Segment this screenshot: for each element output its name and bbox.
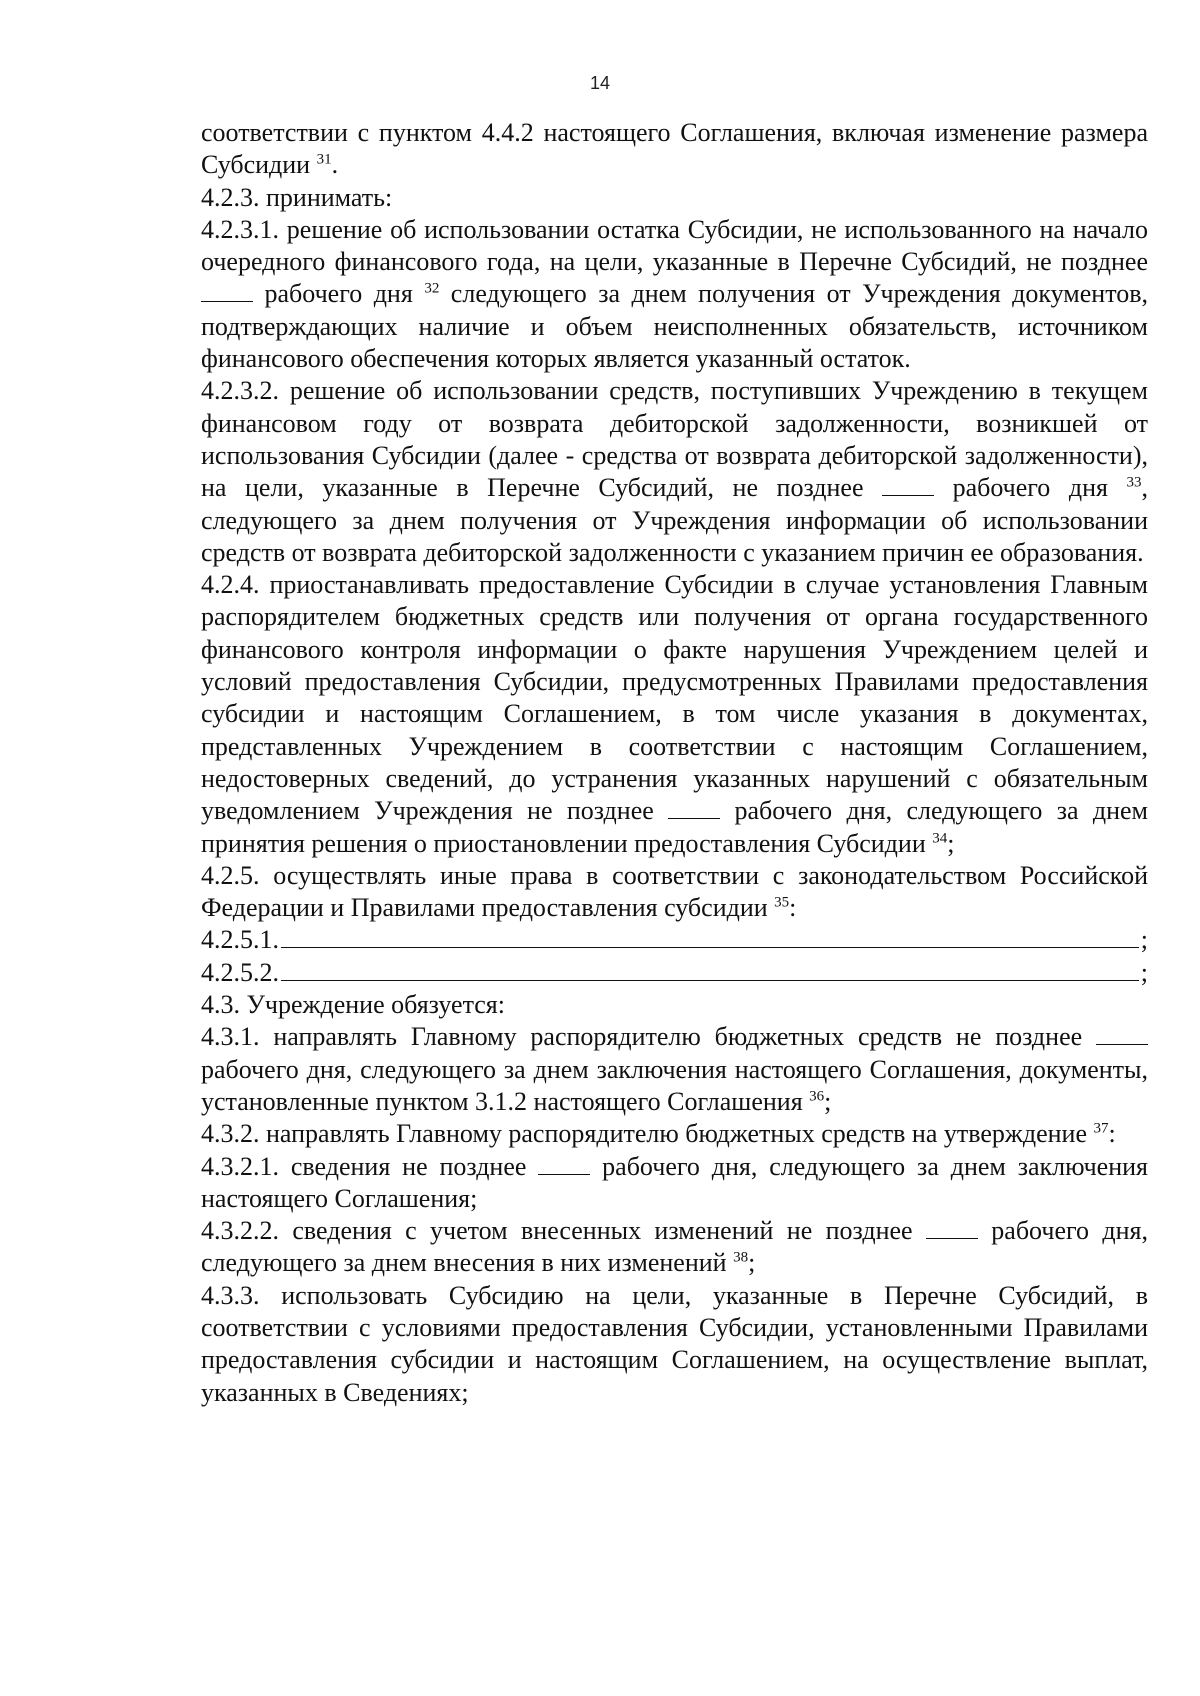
paragraph [201, 569, 1148, 860]
paragraph [201, 989, 1148, 1021]
footnote-ref: 37 [1093, 1120, 1109, 1137]
paragraph [201, 117, 1148, 182]
fill-in-line [201, 957, 1148, 989]
footnote-ref: 35 [774, 894, 790, 911]
line-end-punctuation: ; [1140, 957, 1148, 987]
paragraph [201, 375, 1148, 569]
blank-field [882, 473, 934, 496]
document-body [201, 117, 1148, 1409]
blank-field [1096, 1022, 1148, 1045]
footnote-ref: 38 [733, 1249, 749, 1266]
text-run: ; [748, 1248, 756, 1278]
footnote-ref: 36 [809, 1088, 825, 1105]
blank-field [201, 279, 253, 302]
blank-field [926, 1216, 978, 1239]
text-run: ; [824, 1086, 832, 1116]
paragraph [201, 1151, 1148, 1216]
text-run: рабочего дня, следующего за днем принятия решения о приостановлении предоставления Субсидии [201, 796, 1149, 858]
text-run: 4.2.4. приостанавливать предоставление Субсидии в случае установления Главным распорядителем бюджетных средств или получения от органа государственного финансового контроля информации о факте нарушения Учреждением целей и условий предоставления Субсидии, предусмотренных Правилами предоставления субсидии и настоящим Соглашением, в том числе указания в документах, представленных Учреждением в соответствии с настоящим Соглашением, недостоверных сведений, до устранения указанных нарушений с обязательным уведомлением Учреждения не позднее [201, 570, 1148, 826]
text-run: рабочего дня, следующего за днем внесения в них изменений [201, 1216, 1148, 1278]
text-run: рабочего дня, следующего за днем заключения настоящего Соглашения; [201, 1151, 1148, 1213]
text-run: 4.2.3. принимать: [201, 182, 393, 212]
paragraph [201, 214, 1148, 375]
text-run: рабочего дня, следующего за днем заключения настоящего Соглашения, документы, установленные пунктом 3.1.2 настоящего Соглашения [201, 1054, 1148, 1116]
item-number: 4.2.5.1. [201, 925, 279, 955]
footnote-ref: 33 [1126, 474, 1142, 491]
paragraph [201, 1280, 1148, 1409]
text-run: 4.3.2. направлять Главному распорядителю бюджетных средств на утверждение [201, 1119, 1094, 1149]
text-run: 4.2.5. осуществлять иные права в соответствии с законодательством Российской Федерации и Правилами предоставления субсидии [201, 860, 1148, 923]
blank-line [281, 958, 1139, 981]
text-run: : [789, 893, 797, 923]
text-run: . [331, 150, 339, 180]
paragraph [201, 1215, 1148, 1280]
blank-line [281, 925, 1139, 948]
paragraph [201, 1021, 1148, 1118]
footnote-ref: 34 [932, 829, 948, 846]
text-run: 4.3.2.2. сведения с учетом внесенных изменений не позднее [201, 1216, 926, 1246]
blank-field [538, 1152, 590, 1175]
paragraph [201, 860, 1148, 925]
footnote-ref: 31 [316, 151, 332, 168]
fill-in-line [201, 924, 1148, 956]
blank-field [668, 796, 720, 819]
text-run: соответствии с пунктом 4.4.2 настоящего Соглашения, включая изменение размера Субсидии [201, 118, 1148, 180]
text-run: ; [947, 828, 955, 858]
text-run: 4.3.1. направлять Главному распорядителю бюджетных средств не позднее [201, 1022, 1096, 1052]
page-number: 14 [589, 73, 611, 93]
footnote-ref: 32 [424, 280, 440, 297]
text-run: следующего за днем получения от Учреждения документов, подтверждающих наличие и объем неисполненных обязательств, источником финансового обеспечения которых является указанный остаток. [201, 279, 1148, 374]
text-run: , следующего за днем получения от Учреждения информации об использовании средств от возврата дебиторской задолженности с указанием причин ее образования. [201, 473, 1148, 567]
text-run: 4.3.2.1. сведения не позднее [201, 1151, 539, 1181]
text-run: 4.2.3.2. решение об использовании средств, поступивших Учреждению в текущем финансовом году от возврата дебиторской задолженности, возникшей от использования Субсидии (далее - средства от возврата дебиторской задолженности), на цели, указанные в Перечне Субсидий, не позднее [201, 376, 1148, 503]
paragraph [201, 182, 1148, 214]
text-run: 4.3. Учреждение обязуется: [201, 990, 505, 1020]
line-end-punctuation: ; [1140, 925, 1148, 955]
text-run: 4.2.3.1. решение об использовании остатка Субсидии, не использованного на начало очередного финансового года, на цели, указанные в Перечне Субсидий, не позднее [201, 214, 1148, 277]
paragraph [201, 1118, 1148, 1150]
item-number: 4.2.5.2. [201, 957, 279, 987]
text-run: рабочего дня [253, 279, 425, 309]
text-run: рабочего дня [934, 473, 1127, 503]
text-run: : [1108, 1119, 1116, 1149]
text-run: 4.3.3. использовать Субсидию на цели, указанные в Перечне Субсидий, в соответствии с условиями предоставления Субсидии, установленными Правилами предоставления субсидии и настоящим Соглашением, на осуществление выплат, указанных в Сведениях; [201, 1280, 1148, 1407]
